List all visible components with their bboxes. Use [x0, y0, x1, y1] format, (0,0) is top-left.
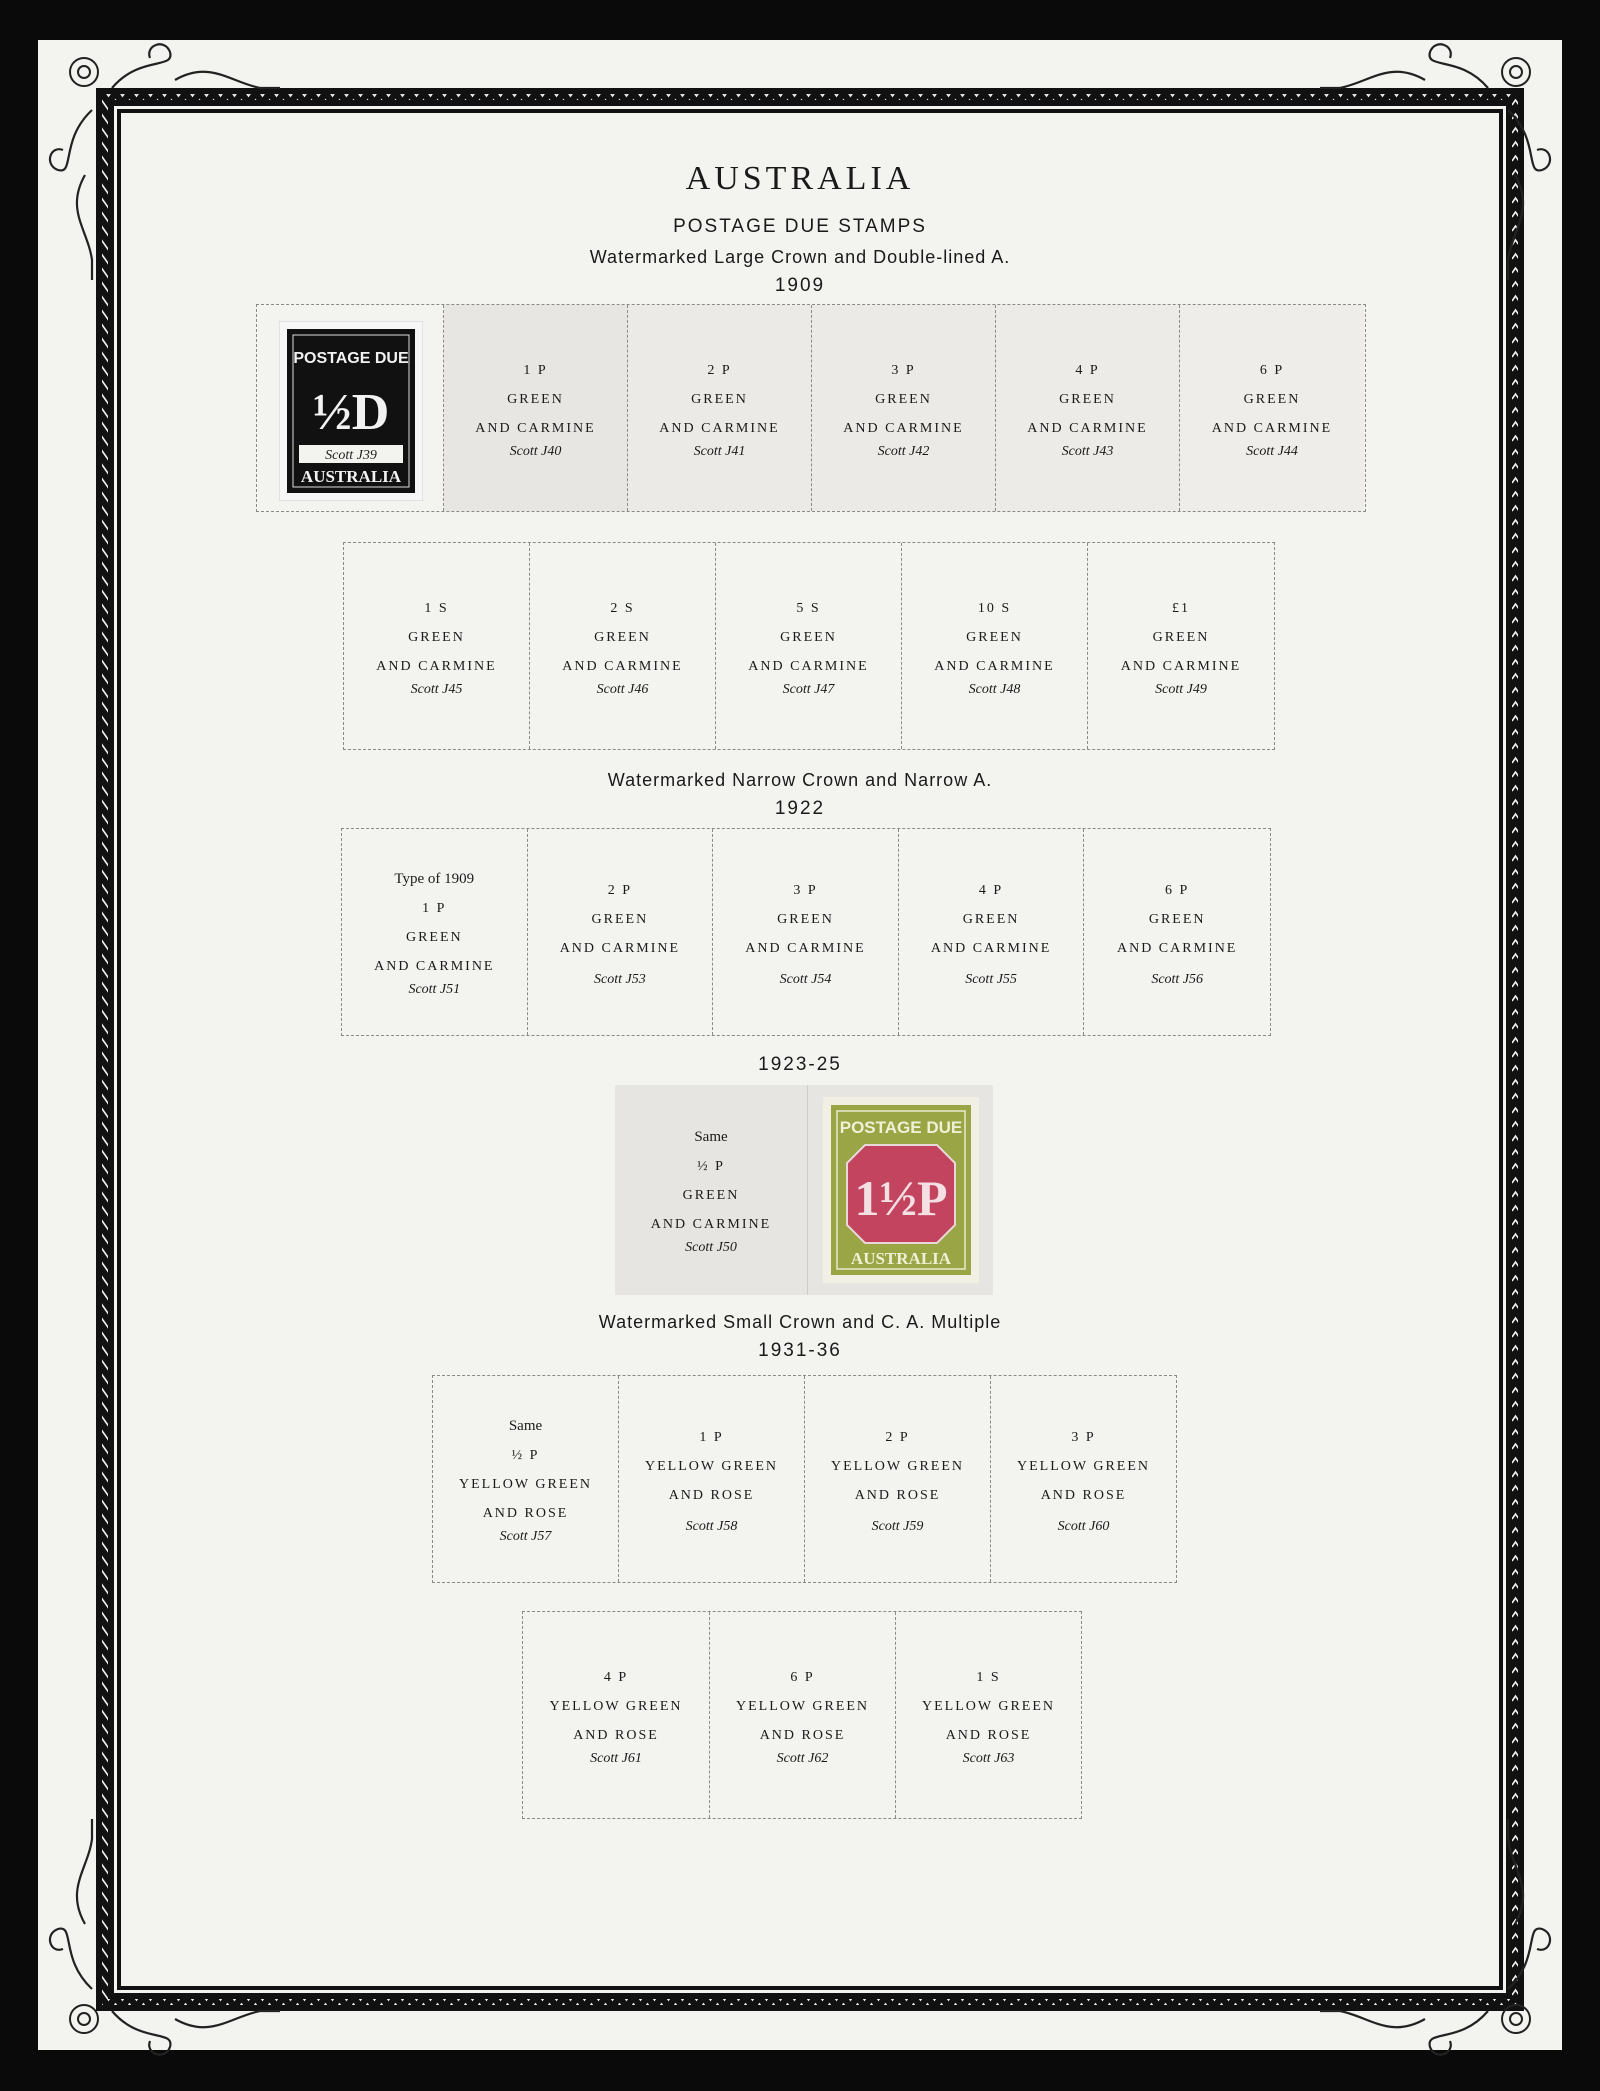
color-label: GREEN	[594, 629, 651, 645]
denomination-label: 5 S	[796, 600, 821, 616]
denomination-label: 6 P	[1165, 882, 1190, 898]
denomination-label: 2 P	[607, 882, 633, 898]
scott-number: Scott J44	[1246, 443, 1298, 459]
scott-number: Scott J55	[965, 971, 1017, 987]
color-label: GREEN	[962, 911, 1020, 927]
color-label: YELLOW GREEN	[645, 1458, 778, 1474]
color-label: GREEN	[682, 1188, 740, 1203]
denomination-label: £1	[1172, 600, 1190, 616]
scott-number: Scott J59	[871, 1518, 924, 1534]
stamp-space-j63	[896, 1612, 1081, 1818]
color-label: YELLOW GREEN	[1017, 1458, 1150, 1474]
color-label: GREEN	[780, 629, 837, 645]
stamp-space-j47	[716, 543, 902, 749]
color-label-2: AND CARMINE	[1211, 420, 1333, 436]
color-label: GREEN	[875, 391, 932, 407]
type-note: Type of 1909	[394, 871, 475, 887]
scott-number: Scott J42	[877, 443, 930, 459]
denomination-label: 6 P	[790, 1669, 815, 1685]
scott-number: Scott J60	[1057, 1518, 1110, 1534]
stamp-caption: Scott J39	[325, 448, 377, 463]
color-label-2: AND CARMINE	[376, 658, 497, 674]
stamp-value-text: ½D	[312, 384, 390, 441]
scott-number: Scott J54	[779, 971, 832, 987]
color-label-2: AND CARMINE	[1120, 658, 1242, 674]
stamp-space-j59	[805, 1376, 991, 1582]
scott-number: Scott J53	[594, 971, 646, 987]
color-label: GREEN	[591, 911, 649, 927]
denomination-label: 3 P	[1071, 1429, 1096, 1445]
stamp-space-j62	[710, 1612, 896, 1818]
color-label: YELLOW GREEN	[459, 1477, 592, 1492]
scott-number: Scott J63	[962, 1750, 1015, 1766]
color-label: GREEN	[408, 629, 465, 645]
color-label: GREEN	[691, 391, 748, 407]
denomination-label: 4 P	[603, 1669, 629, 1685]
denomination-label: 2 S	[610, 600, 635, 616]
section-year-1931-36: 1931-36	[758, 1340, 842, 1361]
color-label-2: AND CARMINE	[748, 658, 869, 674]
stamp2-value-text: 1½P	[854, 1170, 948, 1226]
scott-number: Scott J40	[509, 443, 562, 459]
stamp2-top-text: POSTAGE DUE	[839, 1118, 963, 1137]
stamp-space-j43	[996, 305, 1180, 511]
scott-number: Scott J48	[968, 681, 1021, 697]
color-label-2: AND CARMINE	[562, 658, 683, 674]
denomination-label: 6 P	[1259, 362, 1285, 378]
stamp-row-1	[256, 304, 1366, 512]
color-label-2: AND CARMINE	[745, 940, 866, 956]
section-heading-1931: Watermarked Small Crown and C. A. Multiple	[598, 1312, 1002, 1332]
stamp-space-j40	[444, 305, 628, 511]
color-label-2: AND ROSE	[668, 1487, 755, 1503]
color-label: GREEN	[1152, 629, 1210, 645]
color-label-2: AND CARMINE	[659, 420, 780, 436]
stamp-space-j55	[899, 829, 1085, 1035]
color-label: GREEN	[1148, 911, 1206, 927]
page-subtitle: POSTAGE DUE STAMPS	[673, 216, 927, 237]
stamp-row-6	[522, 1611, 1082, 1819]
color-label: GREEN	[405, 930, 463, 945]
color-label: GREEN	[507, 391, 564, 407]
scott-number: Scott J45	[410, 681, 463, 697]
color-label-2: AND CARMINE	[1116, 940, 1238, 956]
denomination-label: 4 P	[1075, 362, 1100, 378]
denomination-label: 10 S	[977, 600, 1012, 616]
denomination-label: ½ P	[511, 1448, 540, 1463]
page-title: AUSTRALIA	[685, 160, 915, 197]
denomination-label: 2 P	[885, 1429, 910, 1445]
scott-number: Scott J56	[1151, 971, 1204, 987]
color-label-2: AND ROSE	[573, 1727, 659, 1743]
scott-number: Scott J46	[596, 681, 649, 697]
stamp-space-j44	[1180, 305, 1364, 511]
stamp-space-j60	[991, 1376, 1176, 1582]
denomination-label: 1 P	[699, 1429, 724, 1445]
scott-number: Scott J57	[499, 1529, 552, 1544]
color-label-2: AND CARMINE	[374, 959, 495, 974]
denomination-label: ½ P	[697, 1159, 725, 1174]
scott-number: Scott J41	[693, 443, 746, 459]
stamp-top-text: POSTAGE DUE	[293, 350, 409, 367]
scott-number: Scott J61	[590, 1750, 642, 1766]
color-label-2: AND ROSE	[1040, 1487, 1127, 1503]
color-label-2: AND CARMINE	[1027, 420, 1148, 436]
stamp-bottom-text: AUSTRALIA	[300, 467, 402, 486]
section-heading-1909: Watermarked Large Crown and Double-lined A.	[589, 247, 1011, 267]
denomination-label: 1 P	[422, 901, 447, 916]
color-label: GREEN	[1243, 391, 1301, 407]
stamp-space-j58	[619, 1376, 805, 1582]
stamp-space-j42	[812, 305, 996, 511]
section-year-1922: 1922	[774, 798, 826, 819]
color-label: YELLOW GREEN	[736, 1698, 869, 1714]
color-label-2: AND CARMINE	[559, 940, 681, 956]
color-label: YELLOW GREEN	[831, 1458, 964, 1474]
section-year-1909: 1909	[774, 275, 826, 296]
scott-number: Scott J50	[685, 1240, 737, 1255]
type-note: Same	[694, 1129, 728, 1145]
scott-number: Scott J43	[1061, 443, 1114, 459]
stamp-space-j53	[528, 829, 714, 1035]
denomination-label: 1 S	[976, 1669, 1001, 1685]
stamp-space-j46	[530, 543, 716, 749]
color-label-2: AND ROSE	[945, 1727, 1032, 1743]
stamp-space-j48	[902, 543, 1088, 749]
color-label-2: AND ROSE	[759, 1727, 846, 1743]
stamp-space-j41	[628, 305, 812, 511]
color-label-2: AND CARMINE	[930, 940, 1052, 956]
scott-number: Scott J62	[776, 1750, 829, 1766]
color-label-2: AND ROSE	[854, 1487, 941, 1503]
denomination-label: 1 P	[523, 362, 548, 378]
color-label: GREEN	[966, 629, 1023, 645]
stamp-row-2	[343, 542, 1275, 750]
color-label: YELLOW GREEN	[922, 1698, 1055, 1714]
stamp-space-j45	[344, 543, 530, 749]
color-label-2: AND CARMINE	[934, 658, 1055, 674]
color-label: YELLOW GREEN	[549, 1698, 683, 1714]
denomination-label: 3 P	[891, 362, 916, 378]
scott-number: Scott J49	[1155, 681, 1207, 697]
color-label-2: AND CARMINE	[650, 1217, 772, 1232]
scott-number: Scott J47	[782, 681, 835, 697]
color-label-2: AND ROSE	[482, 1506, 569, 1521]
denomination-label: 4 P	[978, 882, 1004, 898]
stamp-row-3	[341, 828, 1271, 1036]
scott-number: Scott J51	[408, 982, 461, 997]
stamp-space-j39	[257, 305, 444, 511]
section-heading-1922: Watermarked Narrow Crown and Narrow A.	[607, 770, 993, 790]
postage-due-stamp-image	[279, 321, 423, 501]
stamp-row-5	[432, 1375, 1177, 1583]
stamp-space-j56	[1084, 829, 1270, 1035]
postage-due-1-5p-stamp	[823, 1097, 979, 1283]
color-label-2: AND CARMINE	[475, 420, 596, 436]
stamp-space-j57	[433, 1376, 619, 1582]
color-label-2: AND CARMINE	[843, 420, 964, 436]
type-note: Same	[508, 1418, 543, 1434]
stamp-mount-1923	[615, 1085, 993, 1295]
stamp-space-j51	[342, 829, 528, 1035]
denomination-label: 1 S	[424, 600, 449, 616]
stamp-space-j49	[1088, 543, 1274, 749]
denomination-label: 2 P	[707, 362, 732, 378]
stamp2-bottom-text: AUSTRALIA	[850, 1249, 952, 1268]
denomination-label: 3 P	[793, 882, 818, 898]
stamp-space-j61	[523, 1612, 710, 1818]
color-label: GREEN	[777, 911, 834, 927]
stamp-space-j50	[615, 1085, 808, 1295]
color-label: GREEN	[1059, 391, 1116, 407]
section-year-1923-25: 1923-25	[758, 1054, 842, 1075]
scott-number: Scott J58	[685, 1518, 738, 1534]
stamp-space-j54	[713, 829, 899, 1035]
